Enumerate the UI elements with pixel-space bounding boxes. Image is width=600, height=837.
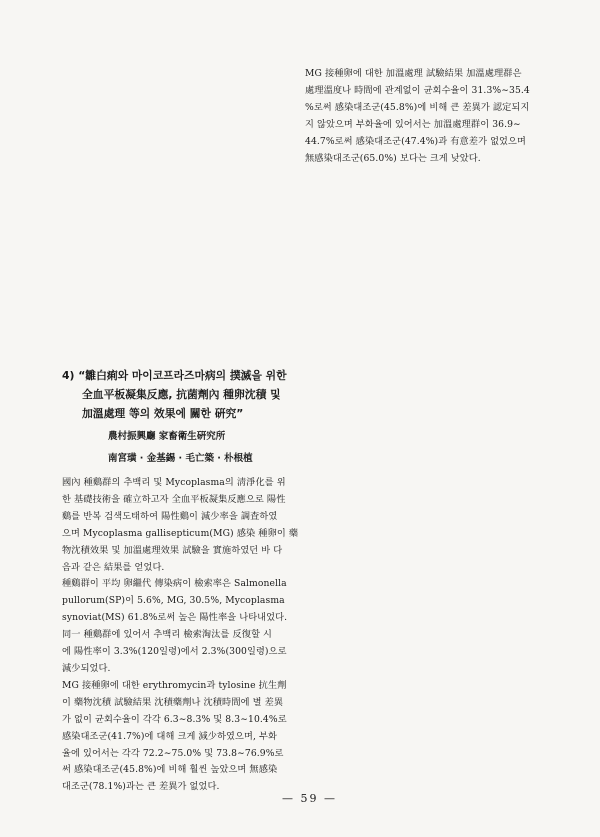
text-line: MG 接種卵에 대한 erythromycin과 tylosine 抗生劑 (62, 679, 287, 691)
text-line: 種鷄群이 平均 卵繼代 傳染病이 檢索率은 Salmonella (62, 578, 287, 590)
text-line: 율에 있어서는 각각 72.2∼75.0% 및 73.8∼76.9%로 (62, 747, 284, 759)
text-line: 感染대조군(41.7%)에 대해 크게 減少하였으며, 부화 (62, 730, 277, 742)
article-title (62, 366, 392, 423)
text-line: synoviat(MS) 61.8%로써 높은 陽性率을 나타내었다. (62, 612, 288, 624)
text-line: 음과 같은 結果를 얻었다. (62, 561, 165, 573)
text-line: 한 基礎技術을 確立하고자 全血平板凝集反應으로 陽性 (62, 493, 286, 505)
text-line: 減少되었다. (62, 662, 111, 674)
page-number: — 59 — (282, 792, 337, 805)
top-paragraph (305, 66, 530, 167)
text-line: 으며 Mycoplasma gallisepticum(MG) 感染 種卵이 藥 (62, 527, 299, 539)
authors: 南宮璜 · 金基錫 · 毛亡築 · 朴根植 (108, 453, 253, 464)
text-line: 國內 種鷄群의 추백리 및 Mycoplasma의 淸淨化를 위 (62, 477, 286, 488)
text-line: 無感染대조군(65.0%) 보다는 크게 낮았다. (305, 152, 481, 164)
text-line: 同一 種鷄群에 있어서 추백리 檢索淘汰를 反復할 시 (62, 629, 273, 641)
text-line: 써 感染대조군(45.8%)에 비해 훨씬 높았으며 無感染 (62, 764, 278, 776)
text-line: 物沈積效果 및 加溫處理效果 試驗을 實施하였던 바 다 (62, 544, 283, 556)
text-line: 鷄를 반복 검색도태하여 陽性鷄이 減少率을 調査하였 (62, 510, 278, 522)
title-line: 4) “雛白痢와 마이코프라즈마病의 撲滅을 위한 (62, 369, 287, 382)
text-line: MG 接種卵에 대한 加溫處理 試驗結果 加溫處理群은 (305, 68, 522, 79)
text-line: 대조군(78.1%)과는 큰 差異가 없었다. (62, 781, 220, 793)
text-line: 44.7%로써 感染대조군(47.4%)과 有意差가 없었으며 (305, 135, 526, 147)
text-line: 가 없이 균회수율이 각각 6.3∼8.3% 및 8.3∼10.4%로 (62, 713, 287, 725)
title-line: 全血平板凝集反應, 抗菌劑內 種卵沈積 및 (82, 388, 281, 401)
text-line: 에 陽性率이 3.3%(120일령)에서 2.3%(300일령)으로 (62, 646, 287, 658)
text-line: 이 藥物沈積 試驗結果 沈積藥劑나 沈積時間에 별 差異 (62, 696, 284, 708)
text-line: 지 않았으며 부화율에 있어서는 加溫處理群이 36.9∼ (305, 118, 521, 130)
text-line: %로써 感染대조군(45.8%)에 비해 큰 差異가 認定되지 (305, 101, 530, 113)
text-line: pullorum(SP)이 5.6%, MG, 30.5%, Mycoplasma (62, 595, 285, 607)
text-line: 處理溫度나 時間에 관계없이 균회수율이 31.3%∼35.4 (305, 84, 530, 96)
title-line: 加溫處理 等의 效果에 關한 硏究” (82, 407, 244, 420)
abstract-body (62, 475, 298, 796)
affiliation: 農村振興廳 家畜衛生硏究所 (108, 431, 226, 442)
